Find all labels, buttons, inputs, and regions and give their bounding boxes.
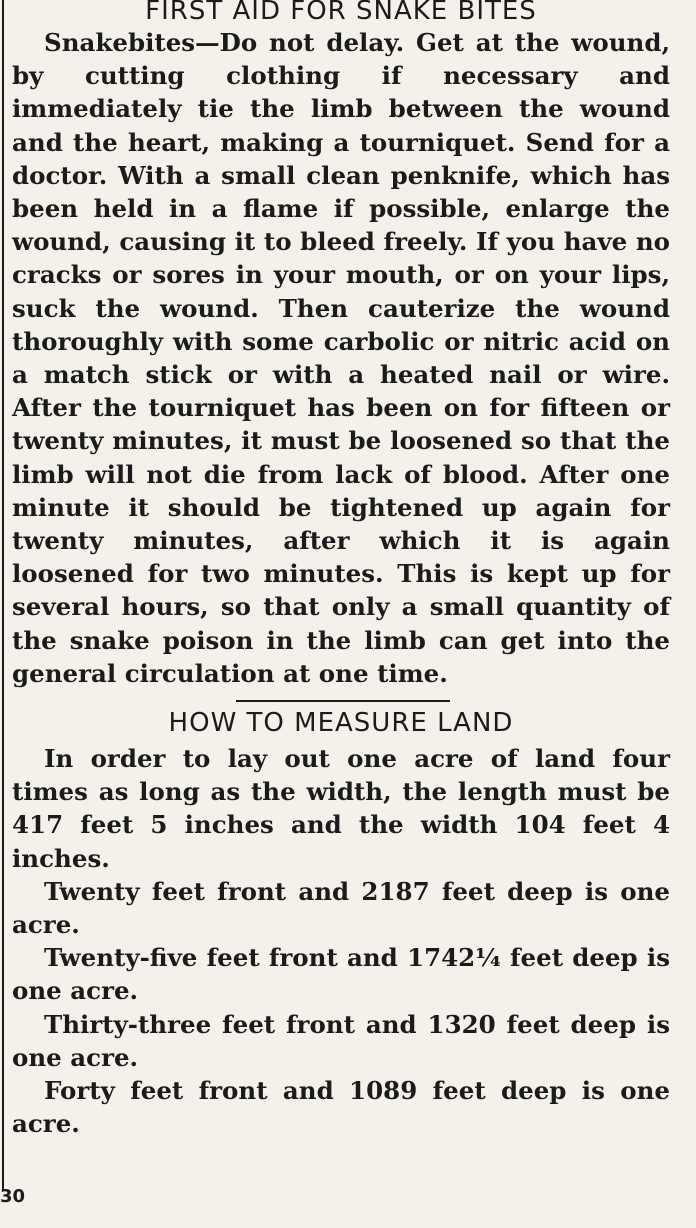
measure-land-paragraph: Twenty-five feet front and 1742¼ feet deep is one acre. bbox=[12, 943, 670, 1006]
measure-land-paragraph: Forty feet front and 1089 feet deep is one acre. bbox=[12, 1076, 670, 1139]
page-number: 30 bbox=[0, 1186, 26, 1207]
measure-land-paragraph: Thirty-three feet front and 1320 feet deep is one acre. bbox=[12, 1009, 670, 1072]
section-divider bbox=[236, 700, 450, 702]
column-rule bbox=[2, 0, 4, 1190]
measure-land-heading: HOW TO MEASURE LAND bbox=[168, 708, 514, 739]
measure-land-paragraph: Twenty feet front and 2187 feet deep is one acre. bbox=[12, 876, 670, 940]
snake-bites-body: Snakebites—Do not delay. Get at the wound, by cutting clothing if necessary and immediately tie the limb between the wound and the heart, making a tourniquet. Send for a doctor. With a small clean penknife, which has been held in a flame if possible, enlarge the wound, causing it to bleed freely. If you have no cracks or sores in your mouth, or on your lips, suck the wound. Then cauterize the wound thoroughly with some carbolic or nitric acid on a match stick or with a heated nail or wire. After the tourniquet has been on for fifteen or twenty minutes, it must be loosened so that the limb will not die from lack of blood. After one minute it should be tightened up again for twenty minutes, after which it is again loosened for two minutes. This is kept up for several hours, so that only a small quantity of the snake poison in the limb can get into the general circulation at one time. bbox=[12, 28, 670, 688]
measure-land-paragraph: In order to lay out one acre of land four times as long as the width, the length must be 417 feet 5 inches and the width 104 feet 4 inches. bbox=[12, 744, 670, 873]
snake-bites-heading: FIRST AID FOR SNAKE BITES bbox=[145, 0, 537, 26]
text-column bbox=[12, 0, 670, 1141]
